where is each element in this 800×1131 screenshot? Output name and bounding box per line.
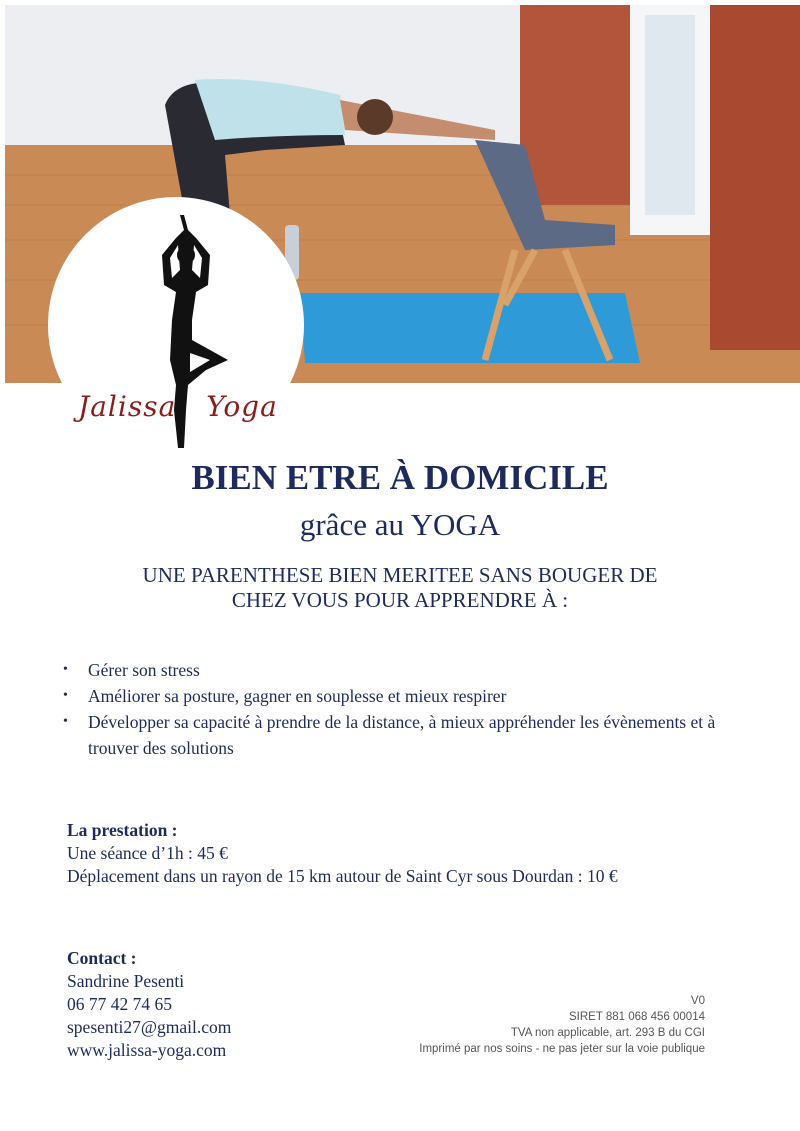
tva-notice: TVA non applicable, art. 293 B du CGI [510, 1027, 705, 1039]
benefit-text: Gérer son stress [88, 660, 200, 680]
benefits-list [60, 657, 750, 761]
bullet-icon: • [63, 662, 68, 677]
contact-section [67, 947, 231, 1062]
list-item [60, 657, 750, 683]
print-notice: Imprimé par nos soins - ne pas jeter sur la voie publique [419, 1043, 705, 1055]
brand-name-part2: Yoga [206, 390, 278, 423]
contact-email[interactable]: spesenti27@gmail.com [67, 1017, 232, 1037]
prestation-travel: Déplacement dans un rayon de 15 km autour de Saint Cyr sous Dourdan : 10 € [67, 866, 618, 886]
bullet-icon: • [63, 688, 68, 703]
page-subtitle: grâce au YOGA [299, 507, 501, 542]
brand-logo-text [78, 390, 278, 423]
brand-name-part1: Jalissa [78, 390, 177, 423]
benefit-text: Développer sa capacité à prendre de la distance, à mieux appréhender les évènements et à trouver des solutions [88, 712, 716, 758]
legal-footer [419, 993, 705, 1057]
prestation-heading: La prestation : [67, 820, 178, 840]
contact-heading: Contact : [67, 948, 137, 968]
page-title: BIEN ETRE À DOMICILE [191, 458, 609, 497]
contact-website[interactable]: www.jalissa-yoga.com [67, 1040, 227, 1060]
bullet-icon: • [63, 714, 68, 729]
list-item [60, 683, 750, 709]
contact-name: Sandrine Pesenti [67, 971, 185, 991]
version: V0 [690, 995, 705, 1007]
prestation-price: Une séance d’1h : 45 € [67, 843, 228, 863]
list-item [60, 709, 750, 761]
contact-phone[interactable]: 06 77 42 74 65 [67, 994, 172, 1014]
siret: SIRET 881 068 456 00014 [569, 1011, 705, 1023]
intro-line-1: UNE PARENTHESE BIEN MERITEE SANS BOUGER DE [142, 563, 658, 587]
prestation-section [67, 819, 618, 888]
benefit-text: Améliorer sa posture, gagner en souplesse et mieux respirer [88, 686, 507, 706]
intro-line-2: CHEZ VOUS POUR APPRENDRE À : [231, 588, 569, 612]
